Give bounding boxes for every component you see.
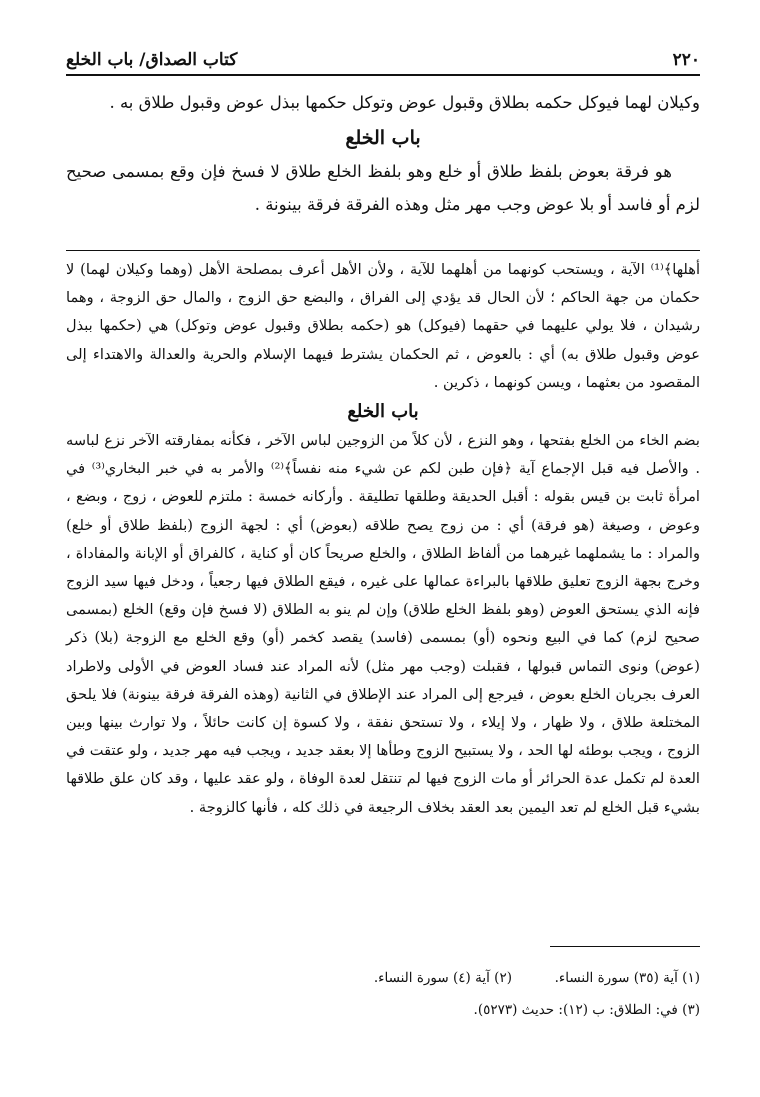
running-title: كتاب الصداق/ باب الخلع xyxy=(66,50,238,70)
footnote-line-1 xyxy=(66,968,700,988)
page-number: ٢٢٠ xyxy=(672,50,700,70)
sharh-paragraph-2: بضم الخاء من الخلع بفتحها ، وهو النزع ، لأن كلاً من الزوجين لباس الآخر ، فكأنه بمفارقته الآخر نزع لباسه . والأصل فيه قبل الإجماع آية ﴿فإن طبن لكم عن شيء منه نفساً﴾⁽²⁾ والأمر به في خبر البخاري⁽³⁾ في امرأة ثابت بن قيس بقوله : أقبل الحديقة وطلقها تطليقة . وأركانه خمسة : ملتزم للعوض ، زوج ، وبضع ، وعوض ، وصيغة (هو فرقة) أي : من زوج يصح طلاقه (بعوض) أي : لجهة الزوج (بلفظ طلاق أو خلع) والمراد : ما يشملهما غيرهما من ألفاظ الطلاق ، والخلع صريحاً كان أو كناية ، كالفراق أو الإبانة والمفاداة ، وخرج بجهة الزوج تعليق طلاقها بالبراءة عمالها على غيره ، فيقع الطلاق فيها رجعياً ، ودخل فيها سيد الزوج فإنه الذي يستحق العوض (وهو بلفظ الخلع طلاق) وإن لم ينو به الطلاق (لا فسخ فإن وقع) الخلع (بمسمى صحيح لزم) كما في البيع ونحوه (أو) بمسمى (فاسد) يقصد كخمر (أو) وقع الخلع مع الزوجة (بلا) ذكر (عوض) ونوى التماس قبولها ، فقبلت (وجب مهر مثل) لأنه المراد عند فساد العوض في الأولى ولاطراد العرف بجريان الخلع بعوض ، فيرجع إلى المراد عند الإطلاق في الثانية (وهذه الفرقة فرقة بينونة) فلا يلحق المختلعة طلاق ، ولا ظهار ، ولا إيلاء ، ولا تستحق نفقة ، ولا كسوة إن كانت حائلاً ، ولا توارث بينها وبين الزوج ، ويجب بوطئه لها الحد ، ولا يستبيح الزوج وطأها إلا بعقد جديد ، ويجب فيه مهر جديد ، ولو عتقت في العدة لم تكمل عدة الحرائر أو مات الزوج فيها لم تنتقل لعدة الوفاة ، ولو عقد عليها ، وقد كان علق طلاقها بشيء قبل الخلع لم تعد اليمين بعد العقد بخلاف الرجيعة في ذلك كله ، فأنها كالزوجة . xyxy=(66,432,700,816)
footnote-1-number: (١) xyxy=(682,970,700,986)
matn-heading: باب الخلع xyxy=(345,127,421,149)
footnotes xyxy=(66,968,700,1032)
matn-intro: وكيلان لهما فيوكل حكمه بطلاق وقبول عوض وتوكل حكمها ببذل عوض وقبول طلاق به . xyxy=(109,93,700,112)
footnote-divider xyxy=(550,946,700,947)
sharh-paragraph-1: أهلها﴾⁽¹⁾ الآية ، ويستحب كونهما من أهلهما للآية ، ولأن الأهل أعرف بمصلحة الأهل (وهما وكيلان لهما) لا حكمان من جهة الحاكم ؛ لأن الحال قد يؤدي إلى الفراق ، والبضع حق الزوج ، والمال حق الزوجة ، وهما رشيدان ، فلا يولي عليهما في حقهما (فيوكل) هو (حكمه بطلاق وقبول عوض وتوكل) هي (حكمها ببذل عوض وقبول طلاق به) أي : بالعوض ، ثم الحكمان يشترط فيهما الإسلام والحرية والعدالة والاهتداء إلى المقصود من بعثهما ، ويسن كونهما ، ذكرين . xyxy=(66,261,700,391)
footnote-3-text: في: الطلاق: ب (١٢): حديث (٥٢٧٣). xyxy=(473,1002,678,1018)
footnote-1-text: آية (٣٥) سورة النساء. xyxy=(554,970,678,986)
footnote-2-text: آية (٤) سورة النساء. xyxy=(373,970,490,986)
footnote-3-number: (٣) xyxy=(682,1002,700,1018)
sharh-heading: باب الخلع xyxy=(347,401,419,423)
page-header xyxy=(66,40,700,76)
footnote-2-number: (٢) xyxy=(494,970,512,986)
matn-sharh-divider xyxy=(66,250,700,251)
matn-paragraph: هو فرقة بعوض بلفظ طلاق أو خلع وهو بلفظ الخلع طلاق لا فسخ فإن وقع بمسمى صحيح لزم أو فاسد أو بلا عوض وجب مهر مثل وهذه الفرقة فرقة بينونة . xyxy=(66,162,700,214)
footnote-line-2 xyxy=(66,1000,700,1020)
matn-section xyxy=(66,86,700,223)
sharh-section xyxy=(66,256,700,822)
